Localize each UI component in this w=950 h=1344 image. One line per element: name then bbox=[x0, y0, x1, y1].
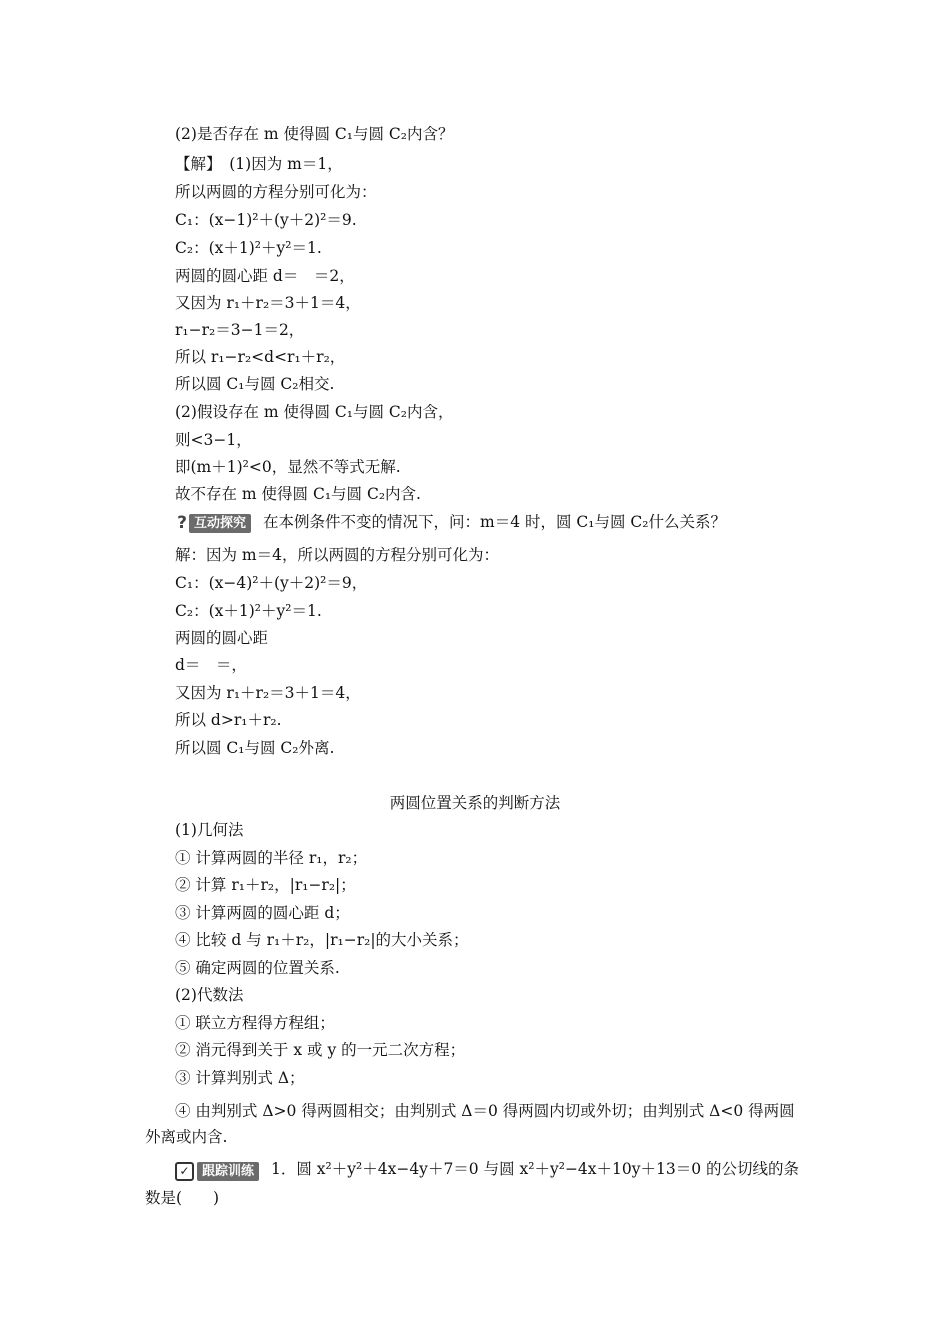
explore-question-line bbox=[175, 512, 726, 533]
text-line: 所以两圆的方程分别可化为： bbox=[175, 183, 377, 201]
question-mark-icon: ? bbox=[177, 513, 187, 534]
text-line: 又因为 r₁＋r₂＝3＋1＝4， bbox=[175, 294, 361, 312]
text-line: C₂：(x＋1)²＋y²＝1. bbox=[175, 602, 322, 620]
practice-badge-label: 跟踪训练 bbox=[197, 1162, 259, 1181]
text-line: d＝ ＝， bbox=[175, 656, 247, 674]
practice-badge bbox=[175, 1156, 259, 1184]
check-icon: ✓ bbox=[175, 1162, 194, 1181]
text-line: 即(m＋1)²<0，显然不等式无解. bbox=[175, 458, 401, 476]
text-line: 所以 d>r₁＋r₂. bbox=[175, 711, 282, 729]
text-line: ② 消元得到关于 x 或 y 的一元二次方程； bbox=[175, 1041, 466, 1059]
text-line: 所以圆 C₁与圆 C₂相交. bbox=[175, 375, 335, 393]
method-last-paragraph: ④ 由判别式 Δ>0 得两圆相交；由判别式 Δ＝0 得两圆内切或外切；由判别式 Δ<0 得两圆外离或内含. bbox=[145, 1102, 795, 1146]
practice-paragraph bbox=[145, 1155, 810, 1212]
text-line: C₁：(x−4)²＋(y＋2)²＝9， bbox=[175, 574, 368, 592]
text-line: ① 计算两圆的半径 r₁，r₂； bbox=[175, 849, 368, 867]
text-line: ⑤ 确定两圆的位置关系. bbox=[175, 959, 340, 977]
text-line: ② 计算 r₁＋r₂，|r₁−r₂|； bbox=[175, 876, 356, 894]
text-line: r₁−r₂＝3−1＝2， bbox=[175, 321, 305, 339]
text-line: (1)几何法 bbox=[175, 821, 244, 839]
text-line: 故不存在 m 使得圆 C₁与圆 C₂内含. bbox=[175, 485, 421, 503]
text-line: (2)是否存在 m 使得圆 C₁与圆 C₂内含？ bbox=[175, 125, 454, 143]
text-line: 解：因为 m＝4，所以两圆的方程分别可化为： bbox=[175, 546, 499, 564]
text-line: ③ 计算判别式 Δ； bbox=[175, 1069, 305, 1087]
practice-question: 1．圆 x²＋y²＋4x−4y＋7＝0 与圆 x²＋y²−4x＋10y＋13＝0 的公切线的条数是( ) bbox=[145, 1160, 800, 1207]
explore-question: 在本例条件不变的情况下，问：m＝4 时，圆 C₁与圆 C₂什么关系？ bbox=[263, 513, 727, 531]
text-line: 所以 r₁−r₂<d<r₁＋r₂， bbox=[175, 348, 346, 366]
text-line: 【解】 (1)因为 m＝1， bbox=[175, 155, 343, 173]
text-line: 两圆的圆心距 bbox=[175, 629, 269, 647]
text-line: ① 联立方程得方程组； bbox=[175, 1014, 335, 1032]
text-line: C₂：(x＋1)²＋y²＝1. bbox=[175, 239, 322, 257]
text-line: (2)代数法 bbox=[175, 986, 244, 1004]
text-line: 所以圆 C₁与圆 C₂外离. bbox=[175, 739, 335, 757]
text-line: 则<3−1， bbox=[175, 431, 252, 449]
text-line: ③ 计算两圆的圆心距 d； bbox=[175, 904, 350, 922]
method-title: 两圆位置关系的判断方法 bbox=[389, 794, 561, 812]
text-line: C₁：(x−1)²＋(y＋2)²＝9. bbox=[175, 211, 357, 229]
text-line: 两圆的圆心距 d＝ ＝2， bbox=[175, 267, 355, 285]
explore-badge bbox=[175, 513, 251, 534]
explore-badge-label: 互动探究 bbox=[189, 514, 251, 533]
text-line: 又因为 r₁＋r₂＝3＋1＝4， bbox=[175, 684, 361, 702]
text-line: ④ 比较 d 与 r₁＋r₂，|r₁−r₂|的大小关系； bbox=[175, 931, 469, 949]
text-line: (2)假设存在 m 使得圆 C₁与圆 C₂内含， bbox=[175, 403, 454, 421]
